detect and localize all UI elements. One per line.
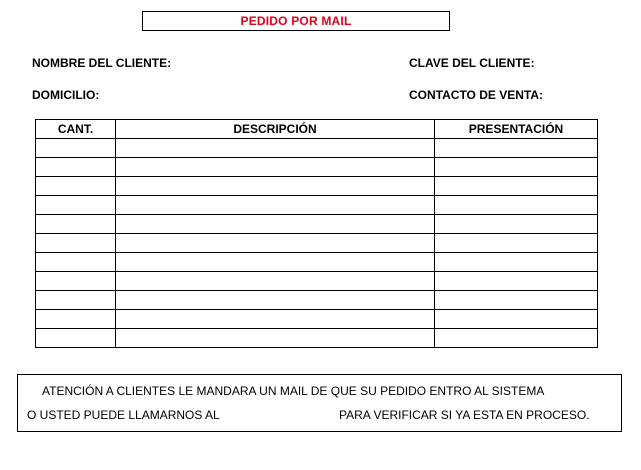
quantity-input[interactable] [36,159,115,177]
client-name-label: NOMBRE DEL CLIENTE: [32,56,172,70]
quantity-cell [36,253,116,272]
presentation-input[interactable] [435,140,597,158]
description-cell [116,215,435,234]
column-header-presentation: PRESENTACIÓN [435,120,598,139]
description-cell [116,196,435,215]
presentation-cell [435,253,598,272]
table-row [36,272,598,291]
description-cell [116,139,435,158]
client-key-input[interactable] [546,56,576,70]
sales-contact-label: CONTACTO DE VENTA: [409,88,543,102]
table-row [36,196,598,215]
description-input[interactable] [116,197,434,215]
quantity-input[interactable] [36,254,115,272]
notice-line-2-right: PARA VERIFICAR SI YA ESTA EN PROCESO. [339,408,590,422]
quantity-cell [36,291,116,310]
quantity-input[interactable] [36,140,115,158]
address-label: DOMICILIO: [32,88,100,102]
presentation-input[interactable] [435,235,597,253]
presentation-input[interactable] [435,311,597,329]
address-input[interactable] [106,88,256,102]
order-table-body [36,139,598,348]
quantity-cell [36,139,116,158]
description-input[interactable] [116,254,434,272]
description-cell [116,310,435,329]
description-input[interactable] [116,178,434,196]
column-header-quantity: CANT. [36,120,116,139]
quantity-cell [36,272,116,291]
presentation-cell [435,272,598,291]
quantity-input[interactable] [36,178,115,196]
table-row [36,291,598,310]
description-input[interactable] [116,311,434,329]
table-row [36,215,598,234]
presentation-input[interactable] [435,178,597,196]
quantity-input[interactable] [36,235,115,253]
order-table-header-row [36,120,598,139]
description-cell [116,291,435,310]
table-row [36,310,598,329]
presentation-cell [435,234,598,253]
quantity-input[interactable] [36,330,115,348]
presentation-cell [435,310,598,329]
presentation-input[interactable] [435,159,597,177]
notice-line-1: ATENCIÓN A CLIENTES LE MANDARA UN MAIL DE QUE SU PEDIDO ENTRO AL SISTEMA [42,384,545,398]
notice-line-2-left: O USTED PUEDE LLAMARNOS AL [27,408,220,422]
presentation-input[interactable] [435,292,597,310]
quantity-input[interactable] [36,216,115,234]
quantity-input[interactable] [36,273,115,291]
quantity-cell [36,177,116,196]
table-row [36,139,598,158]
presentation-cell [435,158,598,177]
quantity-input[interactable] [36,311,115,329]
presentation-input[interactable] [435,216,597,234]
description-input[interactable] [116,159,434,177]
description-cell [116,253,435,272]
client-name-input[interactable] [178,56,318,70]
description-input[interactable] [116,330,434,348]
description-cell [116,234,435,253]
presentation-input[interactable] [435,330,597,348]
quantity-input[interactable] [36,197,115,215]
presentation-input[interactable] [435,197,597,215]
description-input[interactable] [116,216,434,234]
presentation-cell [435,177,598,196]
presentation-cell [435,291,598,310]
presentation-cell [435,139,598,158]
quantity-cell [36,329,116,348]
presentation-cell [435,196,598,215]
description-cell [116,158,435,177]
quantity-input[interactable] [36,292,115,310]
column-header-description: DESCRIPCIÓN [116,120,435,139]
table-row [36,329,598,348]
table-row [36,234,598,253]
quantity-cell [36,196,116,215]
quantity-cell [36,310,116,329]
description-input[interactable] [116,292,434,310]
presentation-input[interactable] [435,254,597,272]
order-table [35,119,598,348]
description-cell [116,177,435,196]
form-title: PEDIDO POR MAIL [240,14,352,28]
quantity-cell [36,215,116,234]
description-cell [116,272,435,291]
table-row [36,253,598,272]
quantity-cell [36,234,116,253]
sales-contact-input[interactable] [557,88,609,102]
description-cell [116,329,435,348]
presentation-input[interactable] [435,273,597,291]
description-input[interactable] [116,140,434,158]
quantity-cell [36,158,116,177]
phone-number-input[interactable] [256,408,352,423]
notice-box [17,374,622,432]
presentation-cell [435,215,598,234]
client-key-label: CLAVE DEL CLIENTE: [409,56,535,70]
presentation-cell [435,329,598,348]
table-row [36,177,598,196]
form-title-box [142,11,450,31]
table-row [36,158,598,177]
description-input[interactable] [116,235,434,253]
description-input[interactable] [116,273,434,291]
